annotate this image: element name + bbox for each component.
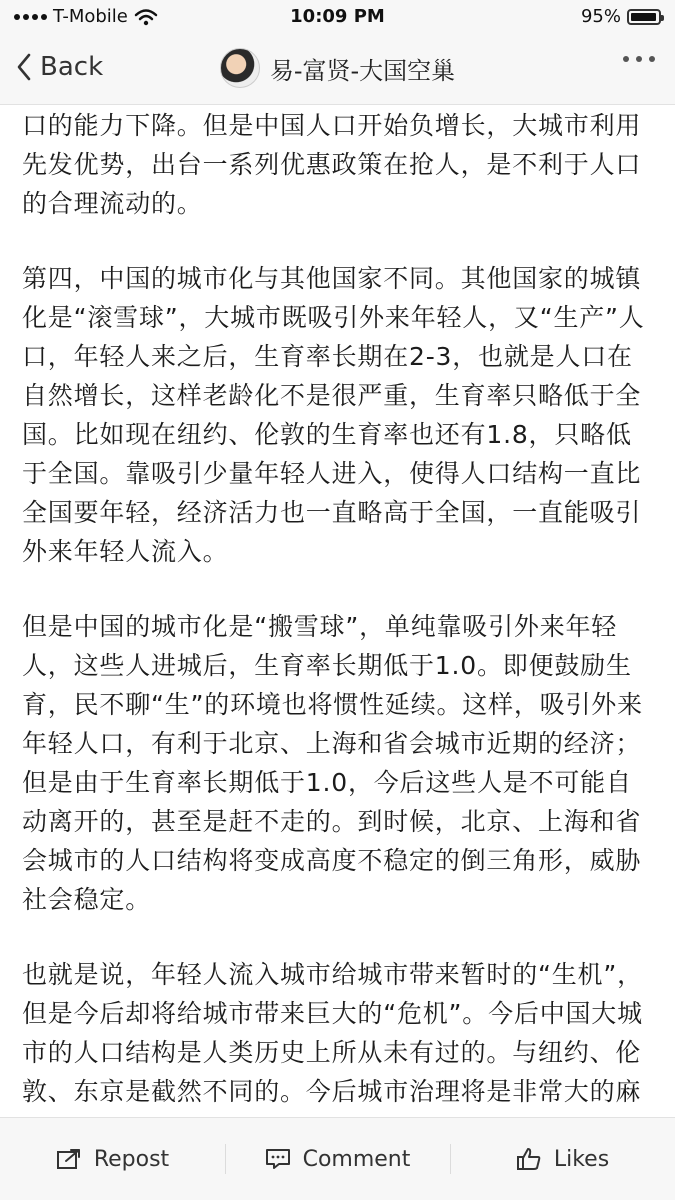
status-right xyxy=(581,6,661,27)
comment-label: Comment xyxy=(302,1146,411,1172)
paragraph: 也就是说，年轻人流入城市给城市带来暂时的“生机”，但是今后却将给城市带来巨大的“危机”。今后中国大城市的人口结构是人类历史上所从未有过的。与纽约、伦敦、东京是截然不同的。今后城市治理将是非常大的麻 xyxy=(22,960,643,1106)
carrier-label: T-Mobile xyxy=(53,6,128,27)
avatar[interactable] xyxy=(220,48,260,88)
paragraph: 口的能力下降。但是中国人口开始负增长，大城市利用先发优势，出台一系列优惠政策在抢人，是不利于人口的合理流动的。 xyxy=(22,111,642,218)
comment-button[interactable] xyxy=(225,1130,450,1188)
repost-button[interactable] xyxy=(0,1130,225,1188)
comment-icon xyxy=(265,1148,291,1170)
bottom-action-bar xyxy=(0,1117,675,1200)
nav-bar xyxy=(0,34,675,105)
likes-label: Likes xyxy=(553,1146,610,1172)
battery-fill xyxy=(631,13,656,21)
battery-percent: 95% xyxy=(580,6,621,27)
paragraph: 第四，中国的城市化与其他国家不同。其他国家的城镇化是“滚雪球”，大城市既吸引外来年轻人，又“生产”人口，年轻人来之后，生育率长期在2-3，也就是人口在自然增长，这样老龄化不是很严重，生育率只略低于全国。比如现在纽约、伦敦的生育率也还有1.8，只略低于全国。靠吸引少量年轻人进入，使得人口结构一直比全国要年轻，经济活力也一直略高于全国，一直能吸引外来年轻人流入。 xyxy=(22,264,645,566)
nav-title[interactable] xyxy=(0,48,675,88)
repost-label: Repost xyxy=(93,1146,170,1172)
likes-button[interactable] xyxy=(450,1130,675,1188)
thumbs-up-icon xyxy=(516,1147,542,1171)
share-icon xyxy=(56,1148,82,1170)
article-body xyxy=(22,106,652,1118)
more-icon xyxy=(623,56,629,62)
back-label: Back xyxy=(40,52,104,82)
author-name: 易-富贤-大国空巢 xyxy=(269,56,456,85)
more-button[interactable] xyxy=(623,56,655,62)
paragraph: 但是中国的城市化是“搬雪球”，单纯靠吸引外来年轻人，这些人进城后，生育率长期低于1.0。即便鼓励生育，民不聊“生”的环境也将惯性延续。这样，吸引外来年轻人口，有利于北京、上海和省会城市近期的经济；但是由于生育率长期低于1.0，今后这些人是不可能自动离开的，甚至是赶不走的。到时候，北京、上海和省会城市的人口结构将变成高度不稳定的倒三角形，威胁社会稳定。 xyxy=(22,612,643,914)
status-time: 10:09 PM xyxy=(290,6,385,27)
status-bar xyxy=(0,0,675,34)
battery-icon xyxy=(627,9,661,25)
